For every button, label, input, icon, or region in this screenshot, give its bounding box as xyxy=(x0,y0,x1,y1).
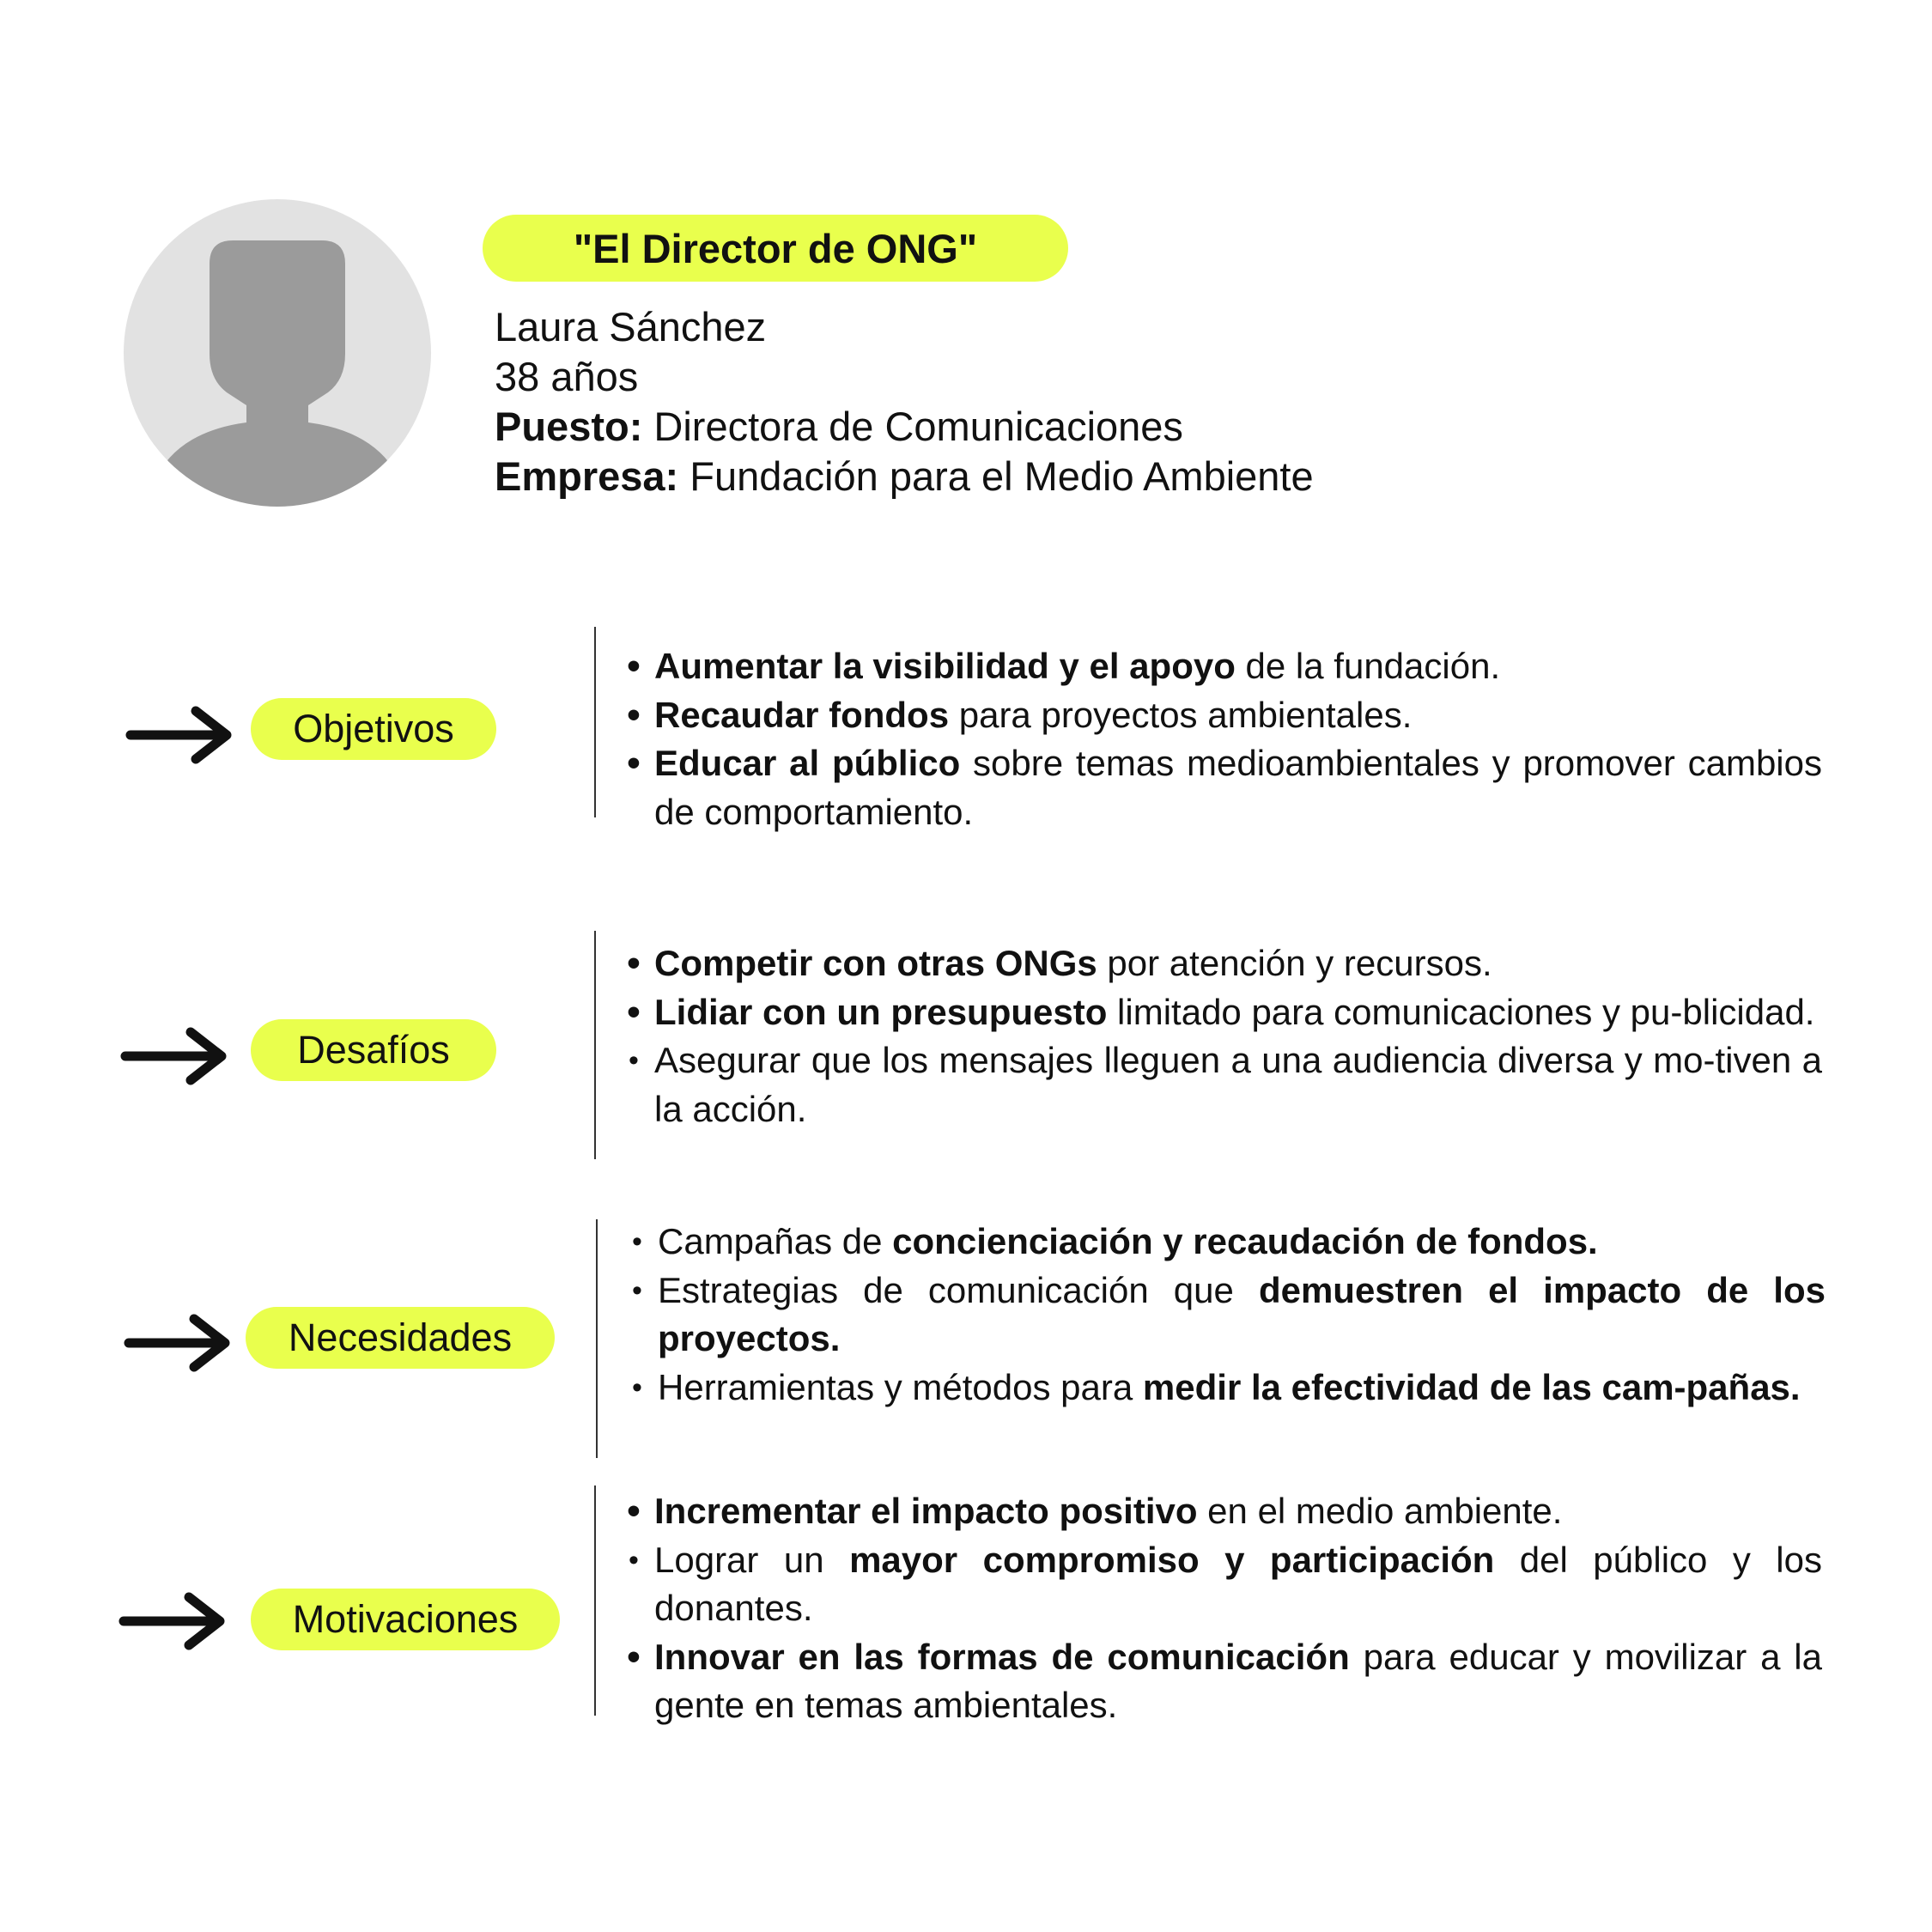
list-item: • Educar al público sobre temas medioambientales y promover cambios de comportamiento. xyxy=(627,742,1822,832)
section-label-motivaciones: Motivaciones xyxy=(251,1589,560,1650)
list-item: • Incrementar el impacto positivo en el medio ambiente. xyxy=(627,1490,1563,1532)
persona-position: Puesto: Directora de Comunicaciones xyxy=(495,404,1183,449)
list-item: • Innovar en las formas de comunicación para educar y movilizar a la gente en temas ambientales. xyxy=(627,1635,1822,1725)
list-desafios xyxy=(617,939,1822,1133)
divider xyxy=(594,1485,596,1716)
divider xyxy=(596,1219,598,1458)
persona-company: Empresa: Fundación para el Medio Ambiente xyxy=(495,453,1314,499)
section-label-objetivos: Objetivos xyxy=(251,698,496,760)
list-item: • Estrategias de comunicación que demuestren el impacto de los proyectos. xyxy=(632,1269,1826,1358)
user-silhouette-icon xyxy=(124,199,431,507)
list-item: • Lograr un mayor compromiso y participación del público y los donantes. xyxy=(629,1539,1822,1628)
list-item: • Herramientas y métodos para medir la efectividad de las cam-pañas. xyxy=(632,1366,1801,1407)
divider xyxy=(594,931,596,1159)
list-motivaciones xyxy=(617,1487,1822,1730)
list-objetivos xyxy=(617,642,1822,836)
arrow-right-icon xyxy=(124,1312,235,1372)
list-item: • Recaudar fondos para proyectos ambientales. xyxy=(627,693,1413,736)
list-item: • Asegurar que los mensajes lleguen a una audiencia diversa y mo-tiven a la acción. xyxy=(629,1040,1822,1129)
section-label-desafios: Desafíos xyxy=(251,1019,496,1081)
persona-name: Laura Sánchez xyxy=(495,304,767,349)
list-item: • Campañas de concienciación y recaudación de fondos. xyxy=(632,1221,1598,1261)
persona-title-badge: "El Director de ONG" xyxy=(483,215,1068,282)
arrow-right-icon xyxy=(120,1025,232,1085)
avatar xyxy=(124,199,431,507)
divider xyxy=(594,627,596,817)
arrow-right-icon xyxy=(125,704,237,764)
list-item: • Lidiar con un presupuesto limitado para comunicaciones y pu-blicidad. xyxy=(627,990,1815,1033)
list-item: • Aumentar la visibilidad y el apoyo de la fundación. xyxy=(627,645,1501,687)
list-item: • Competir con otras ONGs por atención y recursos. xyxy=(627,942,1492,984)
arrow-right-icon xyxy=(118,1590,230,1650)
persona-info xyxy=(495,302,1314,501)
list-necesidades xyxy=(620,1218,1826,1412)
section-label-necesidades: Necesidades xyxy=(246,1307,555,1369)
persona-age: 38 años xyxy=(495,354,639,399)
